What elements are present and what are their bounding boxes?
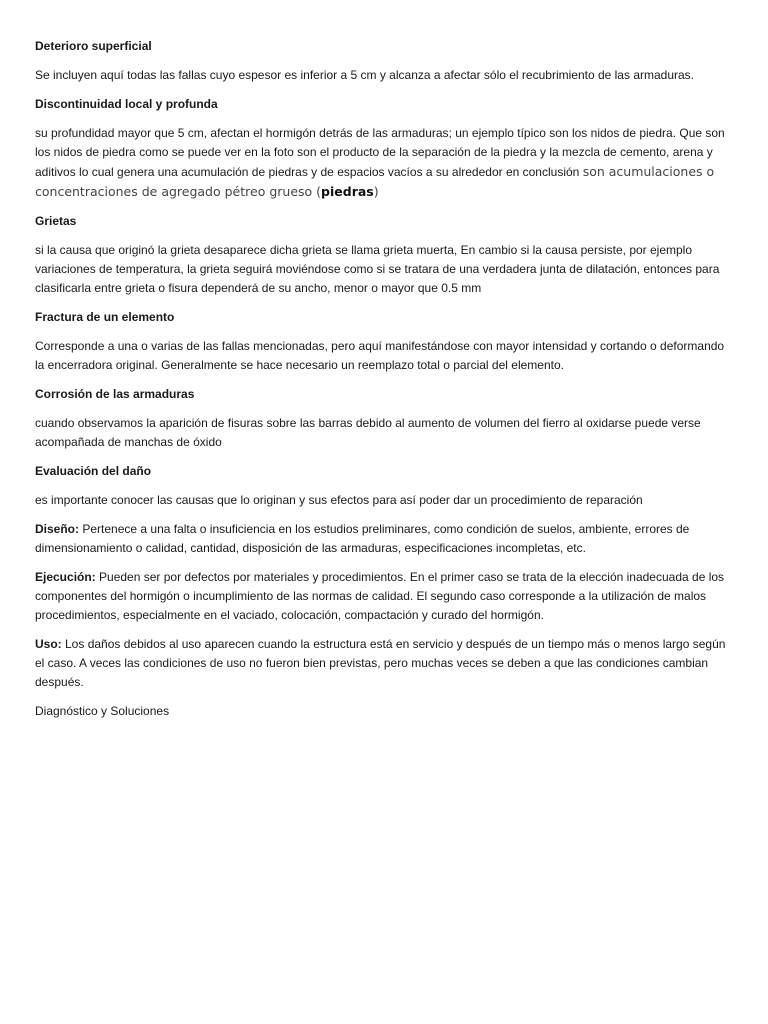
- paragraph-discontinuidad-bold-word: piedras: [321, 184, 374, 199]
- label-diseno: Diseño:: [35, 522, 80, 536]
- document-page: [35, 37, 735, 721]
- label-ejecucion: Ejecución:: [35, 570, 96, 584]
- paragraph-evaluacion: es importante conocer las causas que lo originan y sus efectos para así poder dar un procedimiento de reparación: [35, 493, 643, 507]
- paragraph-discontinuidad-text: su profundidad mayor que 5 cm, afectan el hormigón detrás de las armaduras; un ejemplo típico son los nidos de piedra. Que son los nidos de piedra como se puede ver en la foto son el producto de la separación de la piedra y la mezcla de cemento, arena y aditivos lo cual genera una acumulación de piedras y de espacios vacíos a su alrededor en conclusión: [35, 126, 725, 179]
- heading-fractura: Fractura de un elemento: [35, 310, 175, 324]
- paragraph-discontinuidad-closing: ): [373, 184, 379, 199]
- heading-deterioro-superficial: Deterioro superficial: [35, 39, 152, 53]
- paragraph-deterioro-superficial: Se incluyen aquí todas las fallas cuyo espesor es inferior a 5 cm y alcanza a afectar sólo el recubrimiento de las armaduras.: [35, 68, 695, 82]
- heading-grietas: Grietas: [35, 214, 77, 228]
- heading-discontinuidad: Discontinuidad local y profunda: [35, 97, 218, 111]
- text-uso: Los daños debidos al uso aparecen cuando la estructura está en servicio y después de un tiempo más o menos largo según el caso. A veces las condiciones de uso no fueron bien previstas, pero muchas veces se deben a que las condiciones cambian después.: [35, 637, 726, 689]
- paragraph-discontinuidad-alt-text: son acumulaciones o concentraciones de agregado pétreo grueso (: [35, 164, 715, 199]
- paragraph-diseno: [35, 520, 735, 558]
- text-ejecucion: Pueden ser por defectos por materiales y procedimientos. En el primer caso se trata de la elección inadecuada de los componentes del hormigón o incumplimiento de las normas de calidad. El segundo caso corresponde a la utilización de malos procedimientos, especialmente en el vaciado, colocación, compactación y curado del hormigón.: [35, 570, 725, 622]
- paragraph-corrosion: cuando observamos la aparición de fisuras sobre las barras debido al aumento de volumen del fierro al oxidarse puede verse acompañada de manchas de óxido: [35, 416, 701, 449]
- text-diseno: Pertenece a una falta o insuficiencia en los estudios preliminares, como condición de suelos, ambiente, errores de dimensionamiento o calidad, cantidad, disposición de las armaduras, especificaciones incompletas, etc.: [35, 522, 690, 555]
- label-uso: Uso:: [35, 637, 62, 651]
- heading-evaluacion: Evaluación del daño: [35, 464, 152, 478]
- paragraph-fractura: Corresponde a una o varias de las fallas mencionadas, pero aquí manifestándose con mayor intensidad y cortando o deformando la encerradora original. Generalmente se hace necesario un reemplazo total o parcial del elemento.: [35, 339, 725, 372]
- paragraph-grietas: si la causa que originó la grieta desaparece dicha grieta se llama grieta muerta, En cambio si la causa persiste, por ejemplo variaciones de temperatura, la grieta seguirá moviéndose como si se tratara de una verdadera junta de dilatación, entonces para clasificarla entre grieta o fisura dependerá de su ancho, menor o mayor que 0.5 mm: [35, 243, 720, 295]
- heading-diagnostico: Diagnóstico y Soluciones: [35, 704, 170, 718]
- paragraph-uso: [35, 635, 735, 692]
- heading-corrosion: Corrosión de las armaduras: [35, 387, 195, 401]
- paragraph-discontinuidad: [35, 124, 735, 202]
- paragraph-ejecucion: [35, 568, 735, 625]
